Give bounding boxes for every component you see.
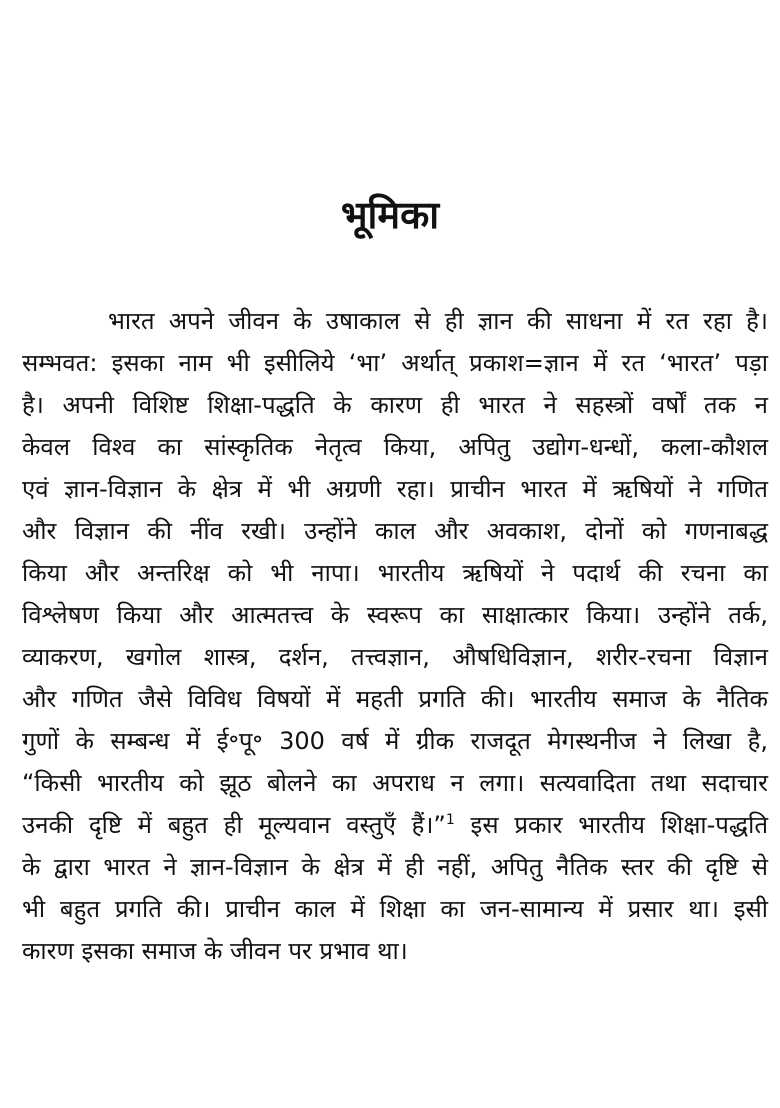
text-line: और विज्ञान की नींव रखी। उन्होंने काल और अवकाश, दोनों को गणनाबद्ध <box>22 517 768 545</box>
footnote-reference: 1 <box>445 812 455 828</box>
quote-end-text: उनकी दृष्टि में बहुत ही मूल्यवान वस्तुएँ हैं।” <box>22 811 446 839</box>
text-line: केवल विश्व का सांस्कृतिक नेतृत्व किया, अपितु उद्योग-धन्धों, कला-कौशल <box>22 433 768 461</box>
text-line: विश्लेषण किया और आत्मतत्त्व के स्वरूप का साक्षात्कार किया। उन्होंने तर्क, <box>22 601 768 629</box>
text-line: भारत अपने जीवन के उषाकाल से ही ज्ञान की साधना में रत रहा है। <box>108 307 768 335</box>
text-line: भी बहुत प्रगति की। प्राचीन काल में शिक्षा का जन-सामान्य में प्रसार था। इसी <box>22 895 768 923</box>
text-line: गुणों के सम्बन्ध में ई॰पू॰ 300 वर्ष में ग्रीक राजदूत मेगस्थनीज ने लिखा है, <box>22 727 768 755</box>
text-line: व्याकरण, खगोल शास्त्र, दर्शन, तत्त्वज्ञान, औषधिविज्ञान, शरीर-रचना विज्ञान <box>22 643 768 671</box>
text-line: “किसी भारतीय को झूठ बोलने का अपराध न लगा। सत्यवादिता तथा सदाचार <box>22 769 768 797</box>
text-line: कारण इसका समाज के जीवन पर प्रभाव था। <box>22 937 408 965</box>
text-line-with-footnote <box>22 804 768 846</box>
text-line: है। अपनी विशिष्ट शिक्षा-पद्धति के कारण ही भारत ने सहस्त्रों वर्षों तक न <box>22 391 768 419</box>
text-line: किया और अन्तरिक्ष को भी नापा। भारतीय ऋषियों ने पदार्थ की रचना का <box>22 559 768 587</box>
text-line: के द्वारा भारत ने ज्ञान-विज्ञान के क्षेत्र में ही नहीं, अपितु नैतिक स्तर की दृष्टि से <box>22 853 768 881</box>
introduction-paragraph <box>22 300 768 972</box>
text-continuation: इस प्रकार भारतीय शिक्षा-पद्धति <box>454 811 769 839</box>
text-line: और गणित जैसे विविध विषयों में महती प्रगति की। भारतीय समाज के नैतिक <box>22 685 768 713</box>
page-title: भूमिका <box>340 193 440 237</box>
text-line: सम्भवत: इसका नाम भी इसीलिये ‘भा’ अर्थात् प्रकाश=ज्ञान में रत ‘भारत’ पड़ा <box>22 349 768 377</box>
text-line: एवं ज्ञान-विज्ञान के क्षेत्र में भी अग्रणी रहा। प्राचीन भारत में ऋषियों ने गणित <box>22 475 768 503</box>
